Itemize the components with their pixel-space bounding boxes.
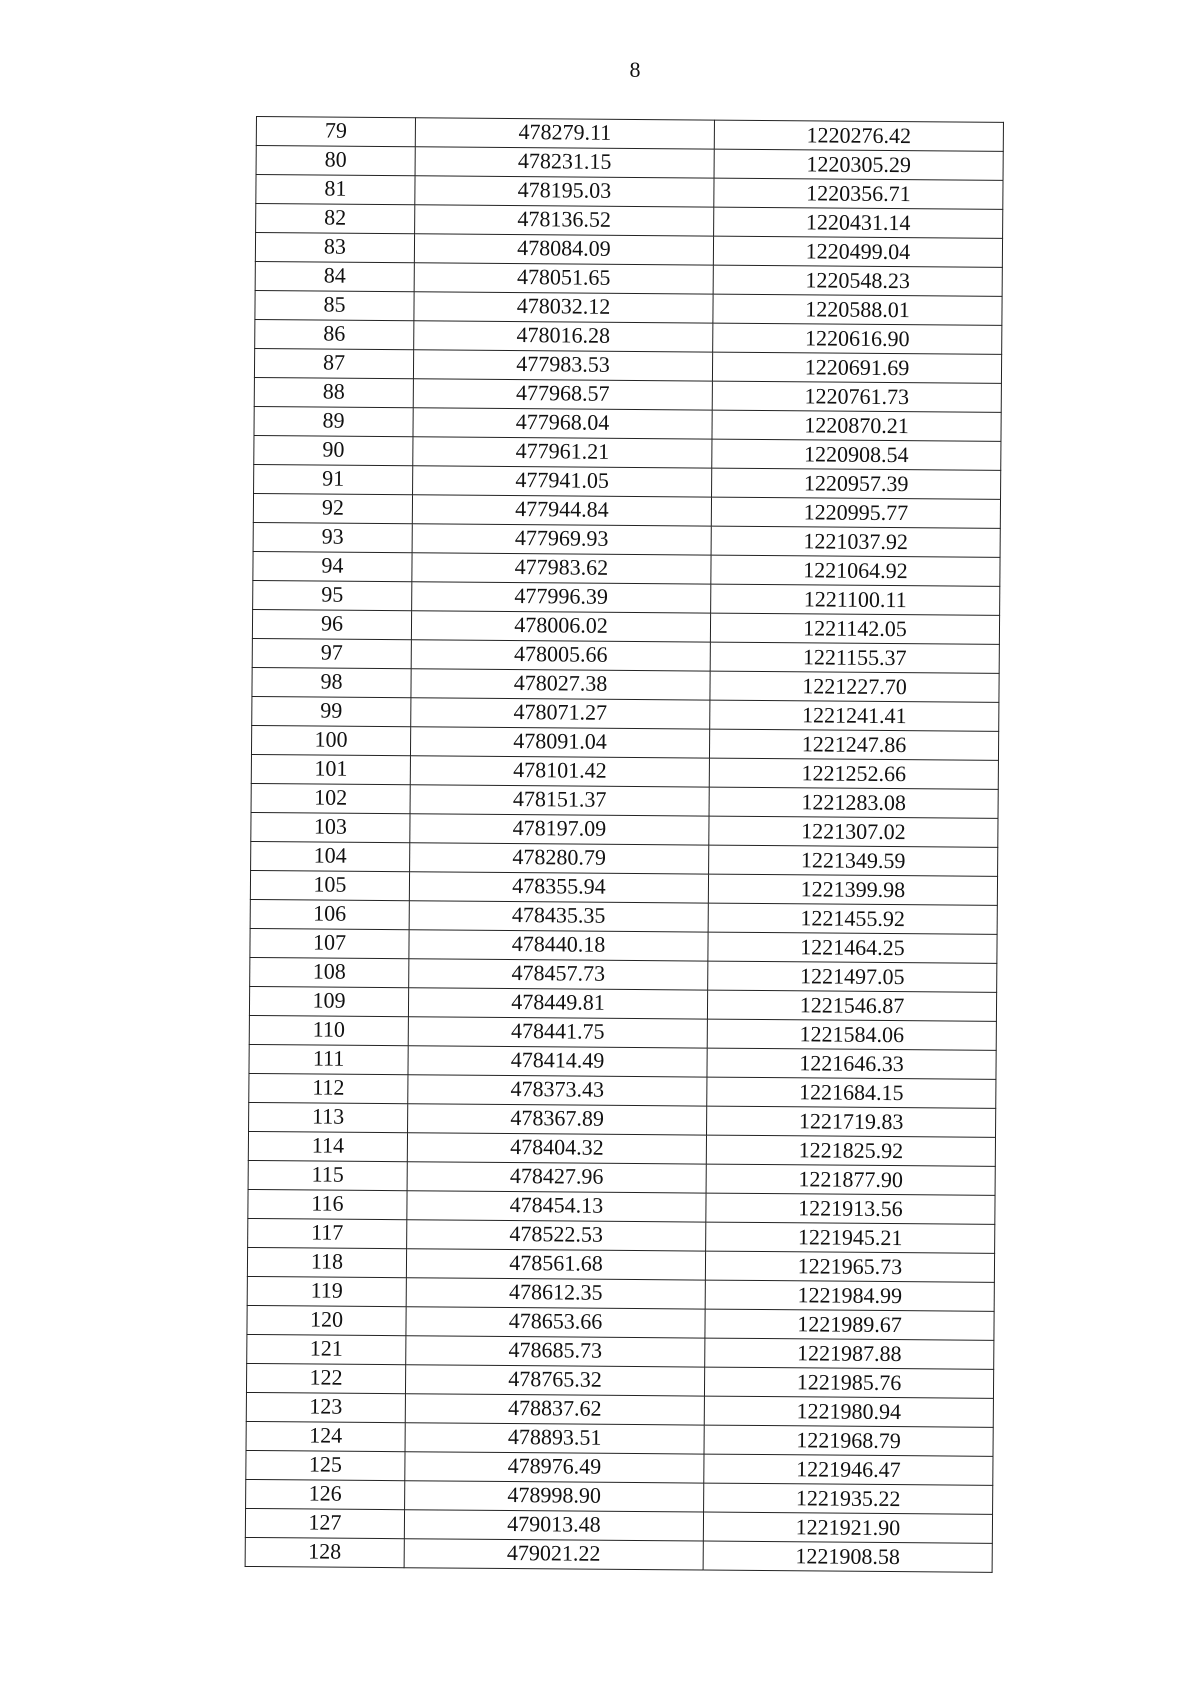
page-number: 8 bbox=[629, 57, 641, 82]
point-number-cell: 85 bbox=[255, 290, 414, 320]
point-number-cell: 82 bbox=[256, 204, 415, 234]
y-coordinate-cell: 1221227.70 bbox=[710, 671, 999, 702]
x-coordinate-cell: 478454.13 bbox=[407, 1191, 706, 1222]
x-coordinate-cell: 478084.09 bbox=[414, 234, 713, 265]
y-coordinate-cell: 1221945.21 bbox=[706, 1222, 995, 1253]
point-number-cell: 127 bbox=[245, 1508, 404, 1538]
x-coordinate-cell: 478373.43 bbox=[408, 1075, 707, 1106]
y-coordinate-cell: 1221064.92 bbox=[711, 555, 1000, 586]
y-coordinate-cell: 1221989.67 bbox=[705, 1309, 994, 1340]
y-coordinate-cell: 1221283.08 bbox=[709, 787, 998, 818]
point-number-cell: 120 bbox=[247, 1305, 406, 1335]
x-coordinate-cell: 477969.93 bbox=[412, 524, 711, 555]
y-coordinate-cell: 1221307.02 bbox=[709, 816, 998, 847]
y-coordinate-cell: 1221684.15 bbox=[707, 1077, 996, 1108]
x-coordinate-cell: 478837.62 bbox=[405, 1394, 704, 1425]
point-number-cell: 96 bbox=[252, 609, 411, 639]
point-number-cell: 90 bbox=[254, 435, 413, 465]
x-coordinate-cell: 478016.28 bbox=[414, 321, 713, 352]
y-coordinate-cell: 1221908.58 bbox=[703, 1541, 992, 1572]
point-number-cell: 128 bbox=[245, 1537, 404, 1567]
y-coordinate-cell: 1221646.33 bbox=[707, 1048, 996, 1079]
table-row bbox=[245, 1537, 992, 1572]
x-coordinate-cell: 479021.22 bbox=[404, 1539, 703, 1570]
point-number-cell: 80 bbox=[256, 146, 415, 176]
y-coordinate-cell: 1221985.76 bbox=[704, 1367, 993, 1398]
point-number-cell: 95 bbox=[253, 580, 412, 610]
point-number-cell: 124 bbox=[246, 1421, 405, 1451]
x-coordinate-cell: 478998.90 bbox=[405, 1481, 704, 1512]
x-coordinate-cell: 478006.02 bbox=[411, 611, 710, 642]
point-number-cell: 114 bbox=[248, 1131, 407, 1161]
y-coordinate-cell: 1221252.66 bbox=[709, 758, 998, 789]
x-coordinate-cell: 478976.49 bbox=[405, 1452, 704, 1483]
y-coordinate-cell: 1220499.04 bbox=[713, 236, 1002, 267]
coordinates-table-body bbox=[245, 117, 1003, 1573]
x-coordinate-cell: 477961.21 bbox=[413, 437, 712, 468]
point-number-cell: 92 bbox=[253, 493, 412, 523]
point-number-cell: 99 bbox=[252, 696, 411, 726]
x-coordinate-cell: 477996.39 bbox=[412, 582, 711, 613]
x-coordinate-cell: 478051.65 bbox=[414, 263, 713, 294]
x-coordinate-cell: 478367.89 bbox=[408, 1104, 707, 1135]
point-number-cell: 109 bbox=[249, 986, 408, 1016]
x-coordinate-cell: 478653.66 bbox=[406, 1307, 705, 1338]
x-coordinate-cell: 478522.53 bbox=[407, 1220, 706, 1251]
y-coordinate-cell: 1221247.86 bbox=[709, 729, 998, 760]
point-number-cell: 104 bbox=[251, 841, 410, 871]
point-number-cell: 123 bbox=[246, 1392, 405, 1422]
x-coordinate-cell: 478765.32 bbox=[405, 1365, 704, 1396]
point-number-cell: 125 bbox=[246, 1450, 405, 1480]
point-number-cell: 117 bbox=[248, 1218, 407, 1248]
point-number-cell: 83 bbox=[255, 233, 414, 263]
y-coordinate-cell: 1221584.06 bbox=[707, 1019, 996, 1050]
x-coordinate-cell: 478427.96 bbox=[407, 1162, 706, 1193]
y-coordinate-cell: 1221935.22 bbox=[704, 1483, 993, 1514]
point-number-cell: 116 bbox=[248, 1189, 407, 1219]
point-number-cell: 91 bbox=[254, 464, 413, 494]
x-coordinate-cell: 478197.09 bbox=[410, 814, 709, 845]
point-number-cell: 102 bbox=[251, 783, 410, 813]
y-coordinate-cell: 1220995.77 bbox=[711, 497, 1000, 528]
y-coordinate-cell: 1220356.71 bbox=[714, 178, 1003, 209]
y-coordinate-cell: 1220616.90 bbox=[713, 323, 1002, 354]
point-number-cell: 86 bbox=[255, 319, 414, 349]
x-coordinate-cell: 477983.53 bbox=[413, 350, 712, 381]
x-coordinate-cell: 477983.62 bbox=[412, 553, 711, 584]
y-coordinate-cell: 1221987.88 bbox=[705, 1338, 994, 1369]
y-coordinate-cell: 1221980.94 bbox=[704, 1396, 993, 1427]
y-coordinate-cell: 1221037.92 bbox=[711, 526, 1000, 557]
y-coordinate-cell: 1221719.83 bbox=[707, 1106, 996, 1137]
x-coordinate-cell: 478032.12 bbox=[414, 292, 713, 323]
x-coordinate-cell: 478355.94 bbox=[409, 872, 708, 903]
point-number-cell: 88 bbox=[254, 377, 413, 407]
y-coordinate-cell: 1221825.92 bbox=[706, 1135, 995, 1166]
point-number-cell: 105 bbox=[250, 870, 409, 900]
point-number-cell: 97 bbox=[252, 638, 411, 668]
point-number-cell: 121 bbox=[247, 1334, 406, 1364]
y-coordinate-cell: 1221921.90 bbox=[703, 1512, 992, 1543]
y-coordinate-cell: 1220276.42 bbox=[714, 120, 1003, 151]
y-coordinate-cell: 1221464.25 bbox=[708, 932, 997, 963]
y-coordinate-cell: 1221455.92 bbox=[708, 903, 997, 934]
y-coordinate-cell: 1221946.47 bbox=[704, 1454, 993, 1485]
x-coordinate-cell: 478414.49 bbox=[408, 1046, 707, 1077]
x-coordinate-cell: 477968.57 bbox=[413, 379, 712, 410]
point-number-cell: 84 bbox=[255, 261, 414, 291]
x-coordinate-cell: 478893.51 bbox=[405, 1423, 704, 1454]
y-coordinate-cell: 1221984.99 bbox=[705, 1280, 994, 1311]
point-number-cell: 81 bbox=[256, 175, 415, 205]
y-coordinate-cell: 1221142.05 bbox=[710, 613, 999, 644]
point-number-cell: 122 bbox=[246, 1363, 405, 1393]
x-coordinate-cell: 478005.66 bbox=[411, 640, 710, 671]
coordinates-table bbox=[245, 116, 1004, 1573]
y-coordinate-cell: 1221968.79 bbox=[704, 1425, 993, 1456]
x-coordinate-cell: 478561.68 bbox=[406, 1249, 705, 1280]
x-coordinate-cell: 478457.73 bbox=[409, 959, 708, 990]
y-coordinate-cell: 1221241.41 bbox=[710, 700, 999, 731]
point-number-cell: 87 bbox=[254, 348, 413, 378]
y-coordinate-cell: 1221546.87 bbox=[707, 990, 996, 1021]
y-coordinate-cell: 1220870.21 bbox=[712, 410, 1001, 441]
point-number-cell: 108 bbox=[250, 957, 409, 987]
point-number-cell: 107 bbox=[250, 928, 409, 958]
x-coordinate-cell: 478279.11 bbox=[415, 118, 714, 149]
y-coordinate-cell: 1220431.14 bbox=[714, 207, 1003, 238]
y-coordinate-cell: 1220548.23 bbox=[713, 265, 1002, 296]
point-number-cell: 118 bbox=[247, 1247, 406, 1277]
y-coordinate-cell: 1220305.29 bbox=[714, 149, 1003, 180]
point-number-cell: 98 bbox=[252, 667, 411, 697]
x-coordinate-cell: 479013.48 bbox=[404, 1510, 703, 1541]
x-coordinate-cell: 478195.03 bbox=[415, 176, 714, 207]
x-coordinate-cell: 478231.15 bbox=[415, 147, 714, 178]
y-coordinate-cell: 1220908.54 bbox=[712, 439, 1001, 470]
x-coordinate-cell: 478151.37 bbox=[410, 785, 709, 816]
x-coordinate-cell: 478441.75 bbox=[408, 1017, 707, 1048]
x-coordinate-cell: 478101.42 bbox=[410, 756, 709, 787]
x-coordinate-cell: 478280.79 bbox=[410, 843, 709, 874]
y-coordinate-cell: 1220957.39 bbox=[712, 468, 1001, 499]
point-number-cell: 119 bbox=[247, 1276, 406, 1306]
point-number-cell: 115 bbox=[248, 1160, 407, 1190]
x-coordinate-cell: 478612.35 bbox=[406, 1278, 705, 1309]
y-coordinate-cell: 1221399.98 bbox=[708, 874, 997, 905]
point-number-cell: 112 bbox=[249, 1073, 408, 1103]
x-coordinate-cell: 478071.27 bbox=[411, 698, 710, 729]
point-number-cell: 113 bbox=[249, 1102, 408, 1132]
point-number-cell: 101 bbox=[251, 754, 410, 784]
y-coordinate-cell: 1221349.59 bbox=[709, 845, 998, 876]
y-coordinate-cell: 1221965.73 bbox=[705, 1251, 994, 1282]
point-number-cell: 106 bbox=[250, 899, 409, 929]
y-coordinate-cell: 1220761.73 bbox=[712, 381, 1001, 412]
y-coordinate-cell: 1221100.11 bbox=[711, 584, 1000, 615]
point-number-cell: 126 bbox=[246, 1479, 405, 1509]
point-number-cell: 110 bbox=[249, 1015, 408, 1045]
x-coordinate-cell: 478435.35 bbox=[409, 901, 708, 932]
x-coordinate-cell: 478027.38 bbox=[411, 669, 710, 700]
x-coordinate-cell: 478685.73 bbox=[406, 1336, 705, 1367]
x-coordinate-cell: 477944.84 bbox=[412, 495, 711, 526]
x-coordinate-cell: 478091.04 bbox=[410, 727, 709, 758]
point-number-cell: 100 bbox=[251, 725, 410, 755]
point-number-cell: 103 bbox=[251, 812, 410, 842]
point-number-cell: 111 bbox=[249, 1044, 408, 1074]
y-coordinate-cell: 1220691.69 bbox=[712, 352, 1001, 383]
x-coordinate-cell: 477968.04 bbox=[413, 408, 712, 439]
y-coordinate-cell: 1221497.05 bbox=[708, 961, 997, 992]
y-coordinate-cell: 1221877.90 bbox=[706, 1164, 995, 1195]
x-coordinate-cell: 477941.05 bbox=[413, 466, 712, 497]
y-coordinate-cell: 1221155.37 bbox=[710, 642, 999, 673]
y-coordinate-cell: 1220588.01 bbox=[713, 294, 1002, 325]
point-number-cell: 79 bbox=[256, 117, 415, 147]
x-coordinate-cell: 478136.52 bbox=[415, 205, 714, 236]
x-coordinate-cell: 478440.18 bbox=[409, 930, 708, 961]
x-coordinate-cell: 478449.81 bbox=[408, 988, 707, 1019]
point-number-cell: 94 bbox=[253, 551, 412, 581]
y-coordinate-cell: 1221913.56 bbox=[706, 1193, 995, 1224]
point-number-cell: 89 bbox=[254, 406, 413, 436]
point-number-cell: 93 bbox=[253, 522, 412, 552]
x-coordinate-cell: 478404.32 bbox=[407, 1133, 706, 1164]
